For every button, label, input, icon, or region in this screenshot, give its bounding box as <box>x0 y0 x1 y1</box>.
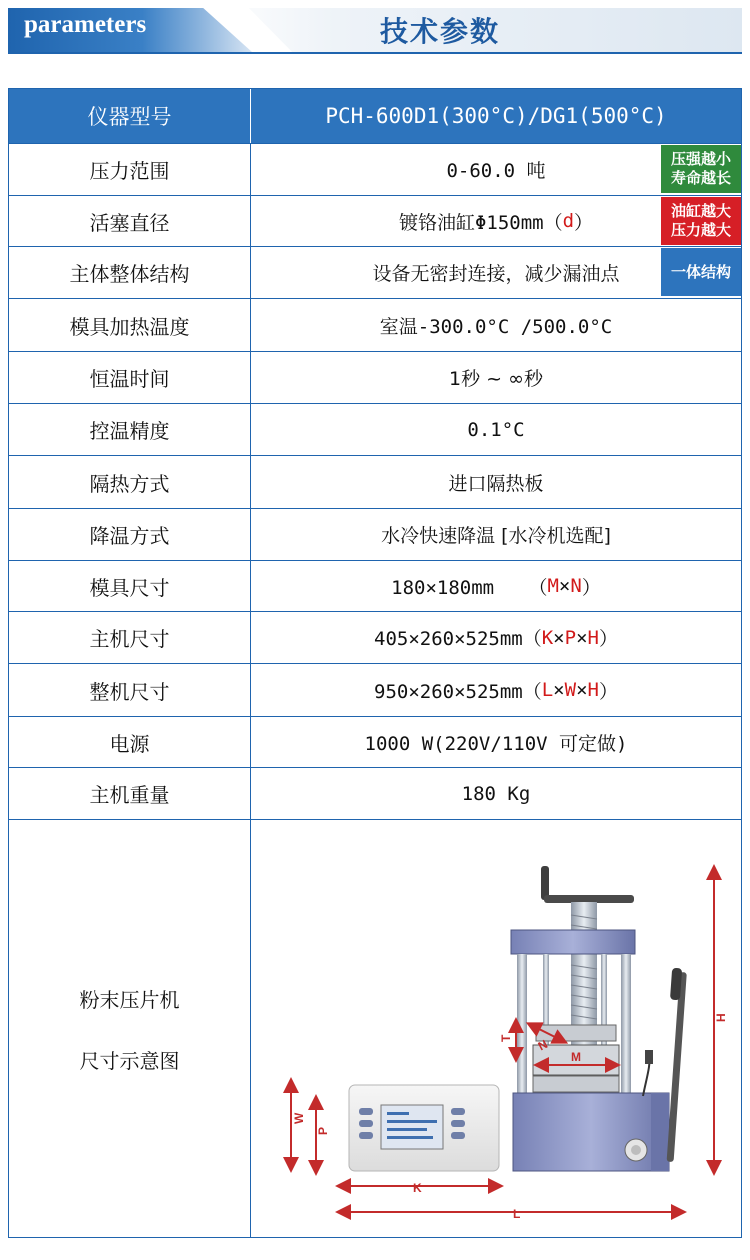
badge-line: 寿命越长 <box>670 169 731 187</box>
controller-button <box>451 1120 465 1127</box>
controller-button <box>451 1132 465 1139</box>
row-label: 主机重量 <box>9 768 251 819</box>
press-illustration <box>251 820 741 1237</box>
dimension-label-n: N <box>535 1036 550 1054</box>
row-value <box>251 664 741 716</box>
row-label: 模具尺寸 <box>9 561 251 611</box>
row-value: 180 Kg <box>461 782 531 805</box>
row-value <box>251 561 741 611</box>
dimension-label-h: H <box>714 1013 728 1022</box>
diagram-label-line: 尺寸示意图 <box>79 1048 180 1073</box>
row-label: 活塞直径 <box>9 196 251 246</box>
table-header-row <box>9 89 741 144</box>
spec-table <box>8 88 742 1238</box>
controller-button <box>359 1132 373 1139</box>
pressure-badge <box>661 145 741 193</box>
value-text: ） <box>598 628 618 650</box>
value-text: × <box>576 626 588 649</box>
row-label: 主体整体结构 <box>9 247 251 298</box>
press-dimension-diagram <box>251 820 741 1237</box>
controller-button <box>451 1108 465 1115</box>
handwheel-handle <box>541 866 549 900</box>
badge-line: 油缸越大 <box>670 202 731 220</box>
pump-lever <box>667 972 687 1162</box>
table-row <box>9 509 741 561</box>
value-text: 180×180mm （ <box>391 576 548 599</box>
dimension-label-k: K <box>413 1181 422 1195</box>
row-value: 进口隔热板 <box>448 472 544 495</box>
row-label: 电源 <box>9 717 251 767</box>
value-symbol: H <box>587 679 599 701</box>
diagram-row <box>9 820 741 1237</box>
dimension-label-w: W <box>292 1112 306 1124</box>
value-text: 镀铬油缸Φ150mm（ <box>398 211 563 234</box>
structure-badge <box>661 248 741 296</box>
value-symbol: K <box>541 626 554 649</box>
handwheel-bar <box>544 895 634 903</box>
value-symbol: N <box>570 575 582 597</box>
value-text: ） <box>581 576 601 599</box>
row-label: 主机尺寸 <box>9 612 251 663</box>
table-row <box>9 352 741 404</box>
value-text: × <box>576 679 588 701</box>
table-row <box>9 612 741 664</box>
value-text: 950×260×525mm（ <box>374 680 542 703</box>
table-row <box>9 196 741 247</box>
press-base <box>513 1093 669 1171</box>
row-value: 水冷快速降温 [水冷机选配] <box>381 525 611 547</box>
controller-button <box>359 1108 373 1115</box>
header-parameters-label: parameters <box>24 11 147 38</box>
row-value: 1秒 ~ ∞秒 <box>449 368 543 390</box>
value-symbol: P <box>564 626 577 649</box>
column-right <box>621 954 631 1114</box>
table-row <box>9 144 741 196</box>
row-label: 隔热方式 <box>9 456 251 508</box>
value-text: ） <box>598 680 618 703</box>
base-side <box>651 1093 669 1171</box>
row-label: 整机尺寸 <box>9 664 251 716</box>
dimension-label-m: M <box>571 1050 581 1064</box>
header-divider <box>8 52 742 54</box>
table-row <box>9 456 741 509</box>
row-value: 0.1°C <box>467 418 525 441</box>
table-row <box>9 561 741 612</box>
table-row <box>9 664 741 717</box>
row-value <box>251 612 741 663</box>
value-text: × <box>553 679 565 701</box>
row-label: 控温精度 <box>9 404 251 455</box>
dimension-label-p: P <box>316 1126 330 1135</box>
cylinder-badge <box>661 197 741 245</box>
diagram-label <box>9 820 251 1237</box>
row-value: 设备无密封连接，减少漏油点 <box>372 263 620 285</box>
table-row <box>9 717 741 768</box>
controller-screen <box>381 1105 443 1149</box>
badge-line: 一体结构 <box>670 262 731 281</box>
lower-mould <box>533 1076 619 1092</box>
value-symbol: L <box>541 679 554 701</box>
value-text: × <box>558 575 571 597</box>
value-symbol: M <box>547 575 559 597</box>
value-text: × <box>553 626 565 649</box>
row-value: 室温-300.0°C /500.0°C <box>379 315 613 338</box>
row-label: 降温方式 <box>9 509 251 560</box>
sensor-head <box>645 1050 653 1064</box>
column-left <box>517 954 527 1114</box>
page-header <box>0 0 750 60</box>
table-row <box>9 299 741 352</box>
top-plate <box>511 930 635 954</box>
diagram-label-line: 粉末压片机 <box>79 987 180 1012</box>
table-row <box>9 404 741 456</box>
row-label: 恒温时间 <box>9 352 251 403</box>
table-row <box>9 247 741 299</box>
badge-line: 压力越大 <box>670 221 731 239</box>
table-row <box>9 768 741 820</box>
value-symbol: W <box>564 679 577 701</box>
value-symbol: d <box>562 210 575 232</box>
table-header-label: 仪器型号 <box>9 89 251 143</box>
row-label: 压力范围 <box>9 144 251 195</box>
row-label: 模具加热温度 <box>9 299 251 351</box>
badge-line: 压强越小 <box>670 150 731 168</box>
value-text: 405×260×525mm（ <box>374 628 542 650</box>
dimension-label-l: L <box>513 1207 521 1221</box>
dimension-label-t: T <box>499 1034 513 1042</box>
row-value: 1000 W(220V/110V 可定做) <box>364 732 628 755</box>
value-symbol: H <box>587 626 599 649</box>
page-title: 技术参数 <box>380 15 501 48</box>
table-header-value: PCH-600D1(300°C)/DG1(500°C) <box>325 104 667 128</box>
row-value: 0-60.0 吨 <box>446 160 546 182</box>
value-text: ） <box>574 211 594 234</box>
controller-button <box>359 1120 373 1127</box>
